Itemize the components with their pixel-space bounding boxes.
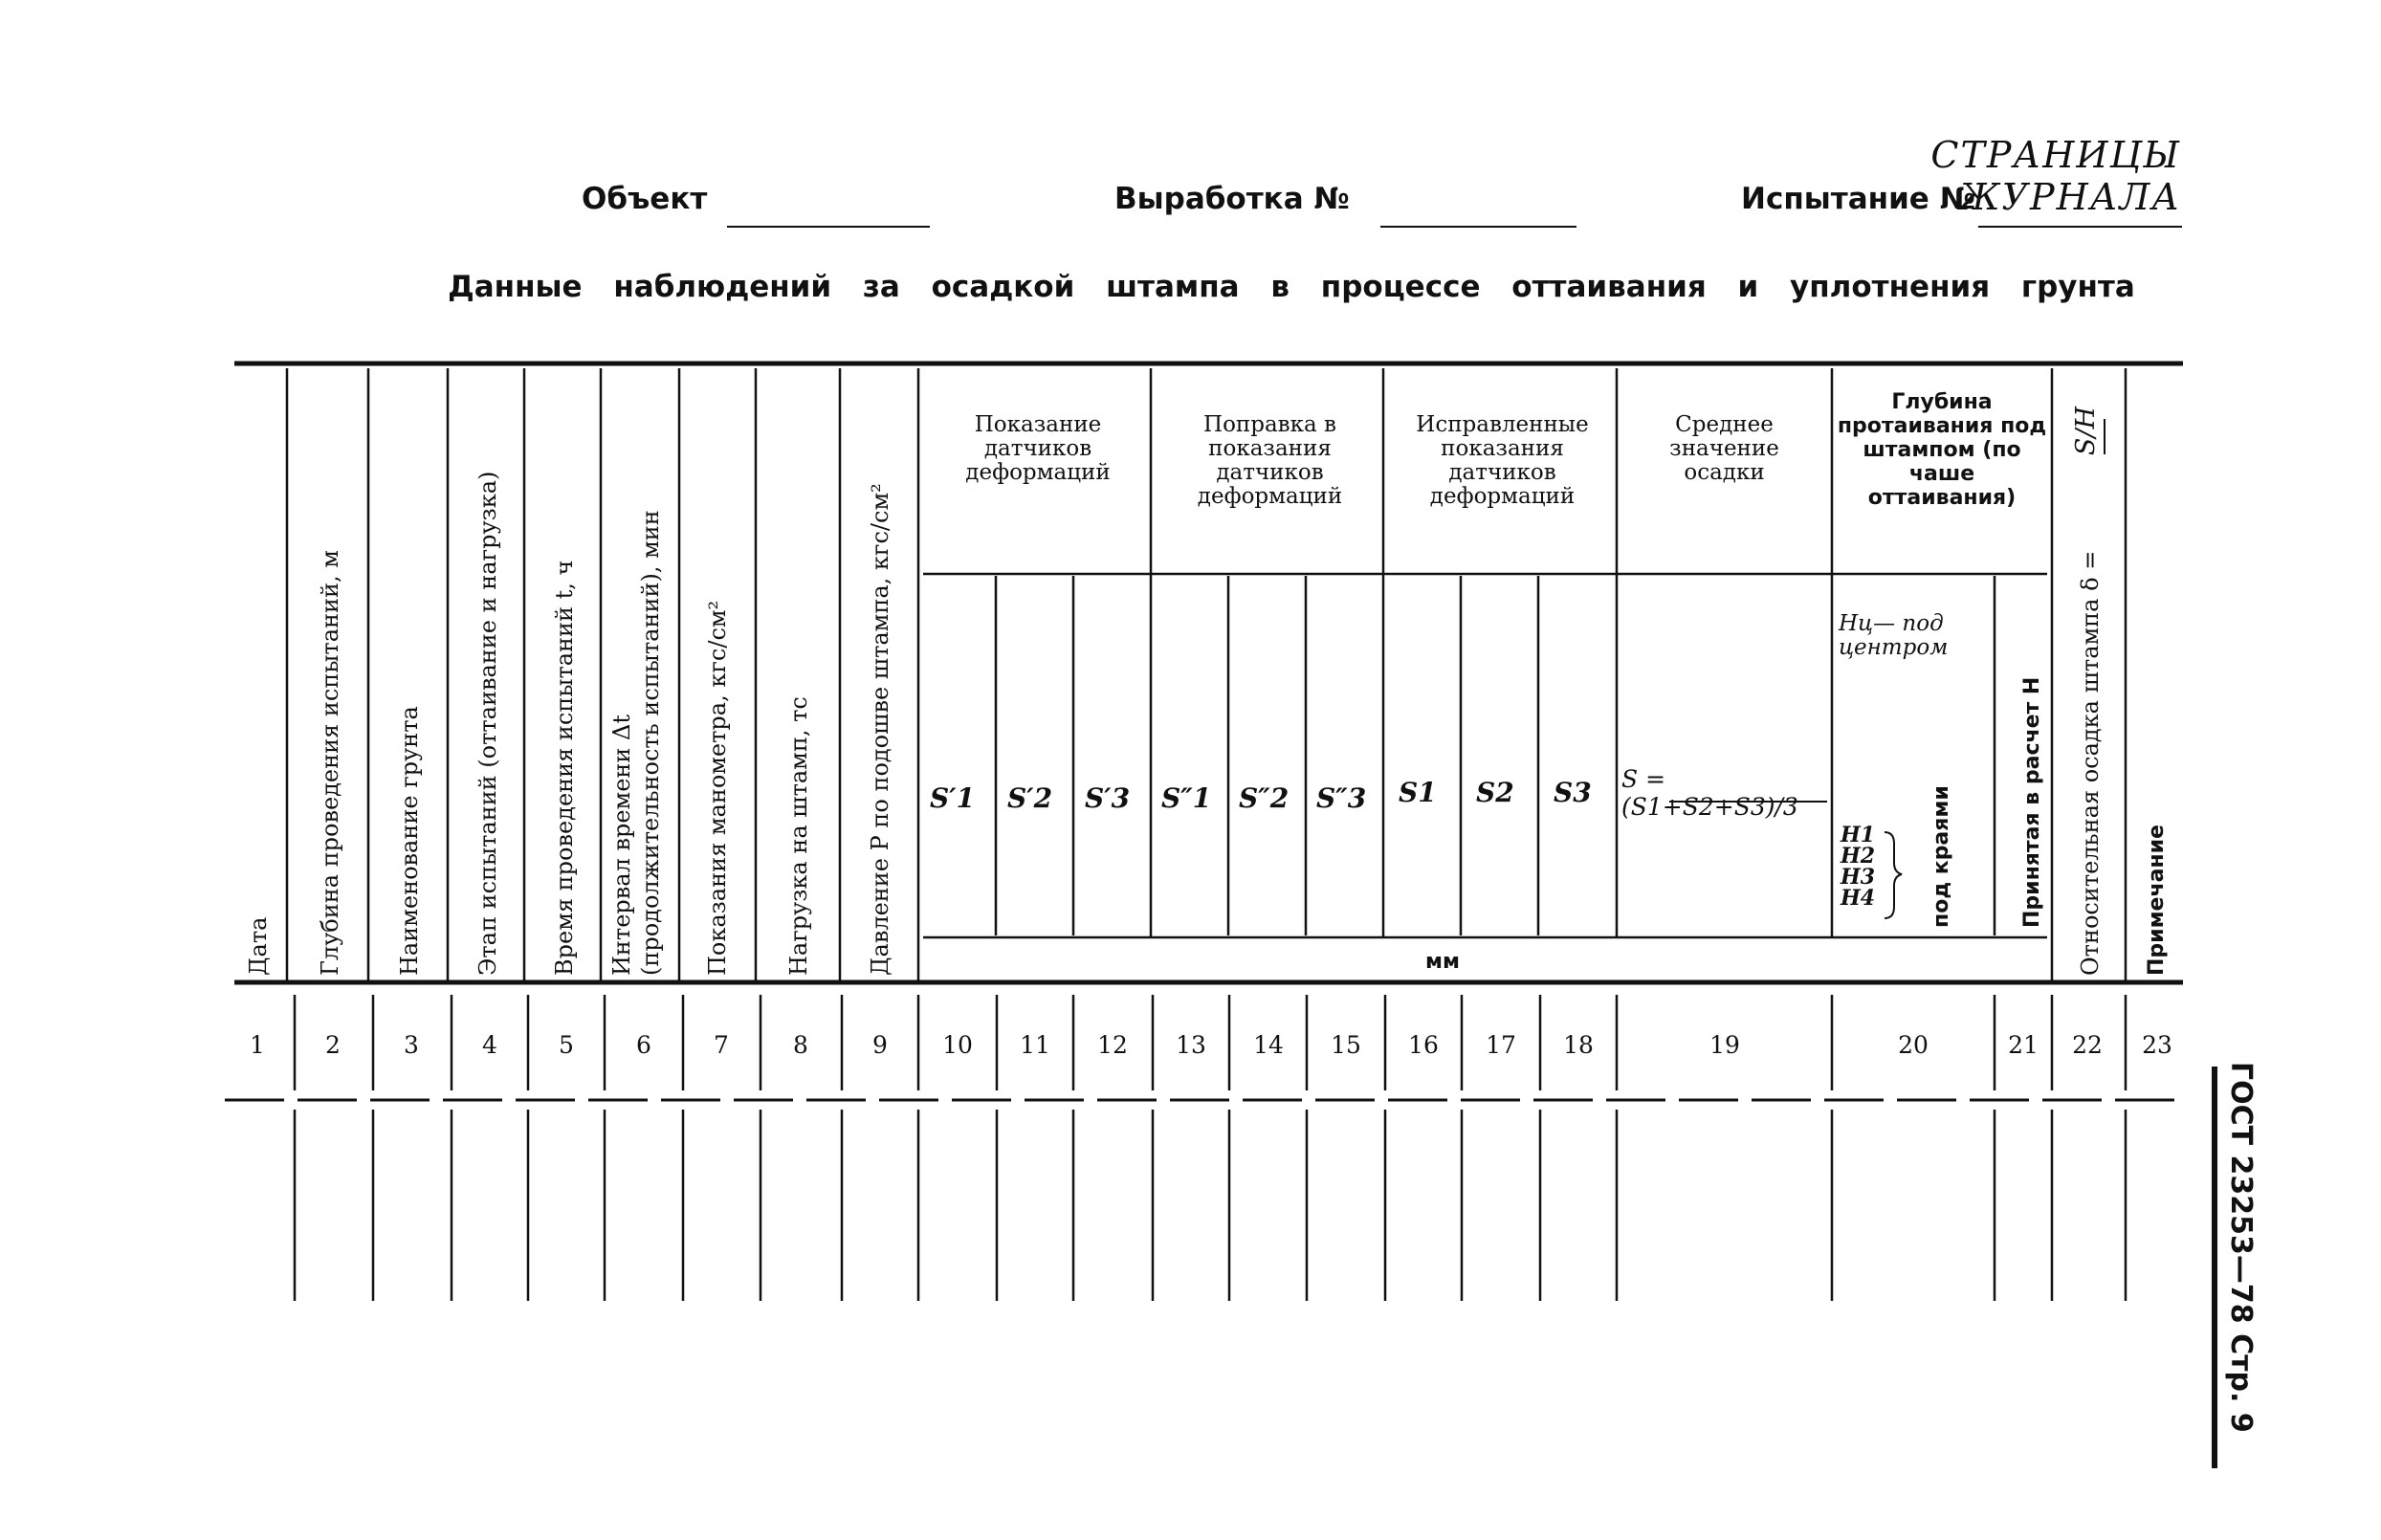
col-duration: (продолжительность испытаний), мин xyxy=(637,510,664,976)
col-accepted-h: Принятая в расчет H xyxy=(2020,676,2044,928)
delta-fraction: S/H xyxy=(2071,407,2101,456)
sub-s2-dprime: S″2 xyxy=(1239,782,1290,814)
col-depth: Глубина проведения испытаний, м xyxy=(317,550,343,976)
group-corrected-readings: Исправленные показания датчиков деформаций xyxy=(1416,412,1589,509)
col-number: 15 xyxy=(1331,1031,1361,1059)
table-title: Данные наблюдений за осадкой штампа в процессе оттаивания и уплотнения грунта xyxy=(448,270,2135,304)
object-label: Объект xyxy=(582,182,708,216)
col-load: Нагрузка на штамп, тс xyxy=(785,696,812,976)
col-number: 11 xyxy=(1020,1031,1050,1059)
col-number: 13 xyxy=(1176,1031,1206,1059)
journal-title: СТРАНИЦЫ ЖУРНАЛА xyxy=(1930,134,2181,218)
col-pressure: Давление P по подошве штампа, кгс/см² xyxy=(867,483,893,976)
col-test-stage: Этап испытаний (оттаивание и нагрузка) xyxy=(474,471,501,976)
col-number: 14 xyxy=(1253,1031,1284,1059)
col-interval: Интервал времени Δt xyxy=(608,714,635,976)
col-note: Примечание xyxy=(2145,825,2169,976)
group-mean-settlement: Среднее значение осадки xyxy=(1669,412,1779,485)
sub-s1-dprime: S″1 xyxy=(1161,782,1212,814)
col-number: 4 xyxy=(482,1031,497,1059)
col-number: 9 xyxy=(872,1031,888,1059)
col-number: 3 xyxy=(404,1031,419,1059)
col-number: 12 xyxy=(1097,1031,1128,1059)
sub-s1-prime: S′1 xyxy=(930,782,976,814)
col-number: 5 xyxy=(559,1031,574,1059)
col-number: 1 xyxy=(250,1031,265,1059)
page-side-header: ГОСТ 23253—78 Стр. 9 xyxy=(2224,1062,2258,1433)
sub-under-edges: под краями xyxy=(1929,785,1953,928)
sub-s2-prime: S′2 xyxy=(1007,782,1053,814)
group-sensor-readings: Показание датчиков деформаций xyxy=(965,412,1111,485)
col-number: 8 xyxy=(793,1031,808,1059)
col-date: Дата xyxy=(245,916,272,976)
col-number: 6 xyxy=(636,1031,651,1059)
col-manometer: Показания манометра, кгс/см² xyxy=(704,600,731,976)
col-number: 10 xyxy=(942,1031,973,1059)
col-number: 20 xyxy=(1898,1031,1929,1059)
col-number: 7 xyxy=(714,1031,729,1059)
col-number: 21 xyxy=(2008,1031,2039,1059)
col-number: 22 xyxy=(2072,1031,2103,1059)
mean-formula: S = (S1+S2+S3)/3 xyxy=(1621,765,1798,821)
mine-label: Выработка № xyxy=(1114,182,1350,216)
sub-s1: S1 xyxy=(1399,777,1437,808)
sub-s2: S2 xyxy=(1476,777,1514,808)
sub-h-edges-symbols: H1 H2 H3 H4 xyxy=(1841,823,1876,911)
sub-h-center: Hц— под центром xyxy=(1839,611,1949,660)
sub-s3: S3 xyxy=(1554,777,1592,808)
sub-s3-prime: S′3 xyxy=(1085,782,1131,814)
col-number: 19 xyxy=(1709,1031,1740,1059)
col-number: 23 xyxy=(2142,1031,2172,1059)
col-relative-settlement: Относительная осадка штампа δ = xyxy=(2077,550,2104,976)
col-soil-name: Наименование грунта xyxy=(396,706,423,976)
sub-s3-dprime: S″3 xyxy=(1316,782,1367,814)
col-number: 17 xyxy=(1486,1031,1516,1059)
group-thaw-depth: Глубина протаивания под штампом (по чаше оттаивания) xyxy=(1837,390,2047,510)
col-number: 18 xyxy=(1563,1031,1594,1059)
test-label: Испытание № xyxy=(1741,182,1975,216)
group-sensor-corrections: Поправка в показания датчиков деформаций xyxy=(1197,412,1343,509)
col-number: 2 xyxy=(325,1031,341,1059)
units-mm: мм xyxy=(1425,950,1460,974)
col-test-time: Время проведения испытаний t, ч xyxy=(551,560,578,976)
col-number: 16 xyxy=(1408,1031,1439,1059)
